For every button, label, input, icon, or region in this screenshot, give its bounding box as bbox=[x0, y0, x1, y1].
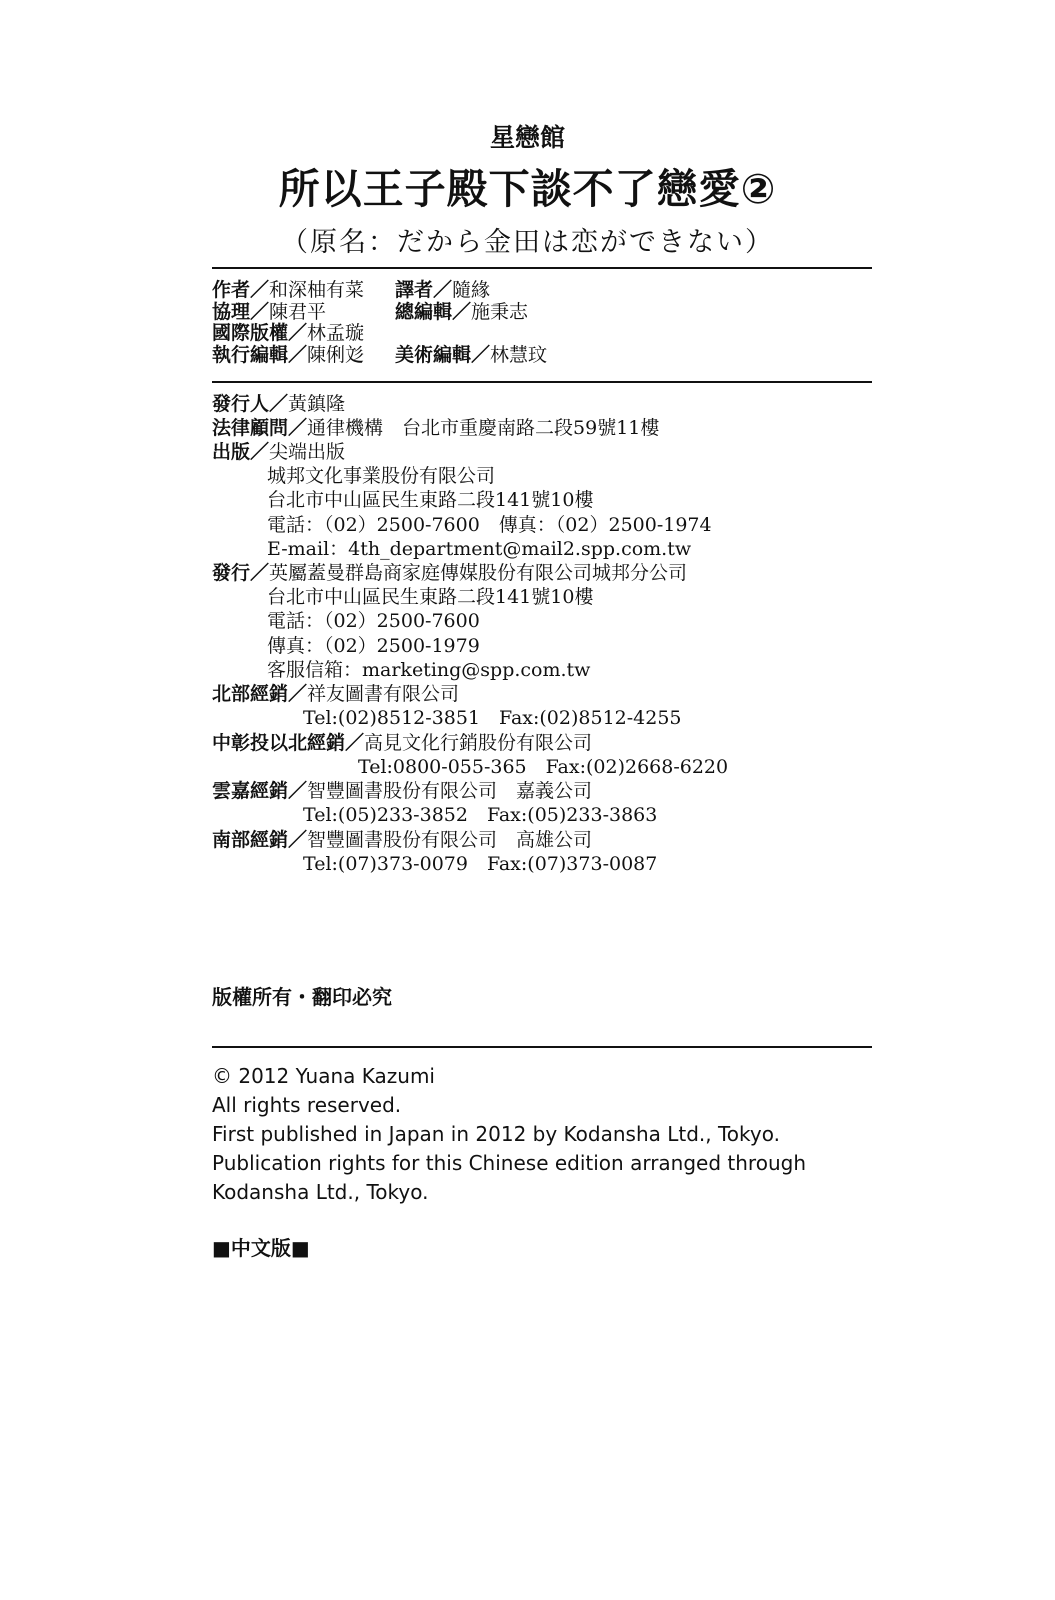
press-company: 城邦文化事業股份有限公司 bbox=[267, 465, 496, 487]
divider-top bbox=[212, 267, 872, 269]
series-name: 星戀館 bbox=[489, 123, 565, 152]
publisher-line: 發行人／黃鎮隆 bbox=[212, 393, 346, 415]
dist-address: 台北市中山區民生東路二段141號10樓 bbox=[267, 586, 594, 608]
reserved-line: All rights reserved. bbox=[212, 1093, 402, 1117]
yunjia-distributor: 雲嘉經銷／智豐圖書股份有限公司 嘉義公司 bbox=[212, 780, 593, 802]
north-distributor: 北部經銷／祥友圖書有限公司 bbox=[212, 683, 460, 705]
press-address: 台北市中山區民生東路二段141號10樓 bbox=[267, 489, 594, 511]
credit-translator: 譯者／隨緣 bbox=[395, 279, 491, 301]
edition-label: ■中文版■ bbox=[212, 1236, 310, 1260]
central-distributor: 中彰投以北經銷／高見文化行銷股份有限公司 bbox=[212, 732, 593, 754]
dist-service-email: 客服信箱：marketing@spp.com.tw bbox=[267, 659, 591, 681]
south-contact: Tel:(07)373-0079 Fax:(07)373-0087 bbox=[303, 853, 658, 875]
credit-chief-editor: 總編輯／施秉志 bbox=[395, 301, 529, 323]
north-contact: Tel:(02)8512-3851 Fax:(02)8512-4255 bbox=[303, 707, 682, 729]
credit-exec-editor: 執行編輯／陳俐彣 bbox=[212, 344, 365, 366]
legal-line: 法律顧問／通律機構 台北市重慶南路二段59號11樓 bbox=[212, 417, 660, 439]
rights-notice: 版權所有・翻印必究 bbox=[212, 985, 392, 1009]
south-distributor: 南部經銷／智豐圖書股份有限公司 高雄公司 bbox=[212, 829, 593, 851]
arranged-line-2: Kodansha Ltd., Tokyo. bbox=[212, 1180, 429, 1204]
distribution-line: 發行／英屬蓋曼群島商家庭傳媒股份有限公司城邦分公司 bbox=[212, 562, 688, 584]
central-contact: Tel:0800-055-365 Fax:(02)2668-6220 bbox=[358, 756, 729, 778]
original-title: （原名：だから金田は恋ができない） bbox=[281, 227, 774, 258]
yunjia-contact: Tel:(05)233-3852 Fax:(05)233-3863 bbox=[303, 804, 658, 826]
credit-art-editor: 美術編輯／林慧玟 bbox=[395, 344, 548, 366]
first-published-line: First published in Japan in 2012 by Kodansha Ltd., Tokyo. bbox=[212, 1122, 780, 1146]
divider-bottom bbox=[212, 1046, 872, 1048]
press-email: E-mail：4th_department@mail2.spp.com.tw bbox=[267, 538, 692, 560]
arranged-line-1: Publication rights for this Chinese edition arranged through bbox=[212, 1151, 806, 1175]
credit-intl-rights: 國際版權／林孟璇 bbox=[212, 322, 365, 344]
press-phone: 電話：（02）2500-7600 傳真：（02）2500-1974 bbox=[267, 514, 712, 536]
credit-author: 作者／和深柚有菜 bbox=[212, 279, 365, 301]
book-title: 所以王子殿下談不了戀愛② bbox=[278, 165, 777, 213]
dist-phone: 電話：（02）2500-7600 bbox=[267, 610, 480, 632]
divider-mid bbox=[212, 381, 872, 383]
press-line: 出版／尖端出版 bbox=[212, 441, 346, 463]
credit-coordinator: 協理／陳君平 bbox=[212, 301, 327, 323]
dist-fax: 傳真：（02）2500-1979 bbox=[267, 635, 480, 657]
copyright-line: © 2012 Yuana Kazumi bbox=[212, 1064, 435, 1088]
